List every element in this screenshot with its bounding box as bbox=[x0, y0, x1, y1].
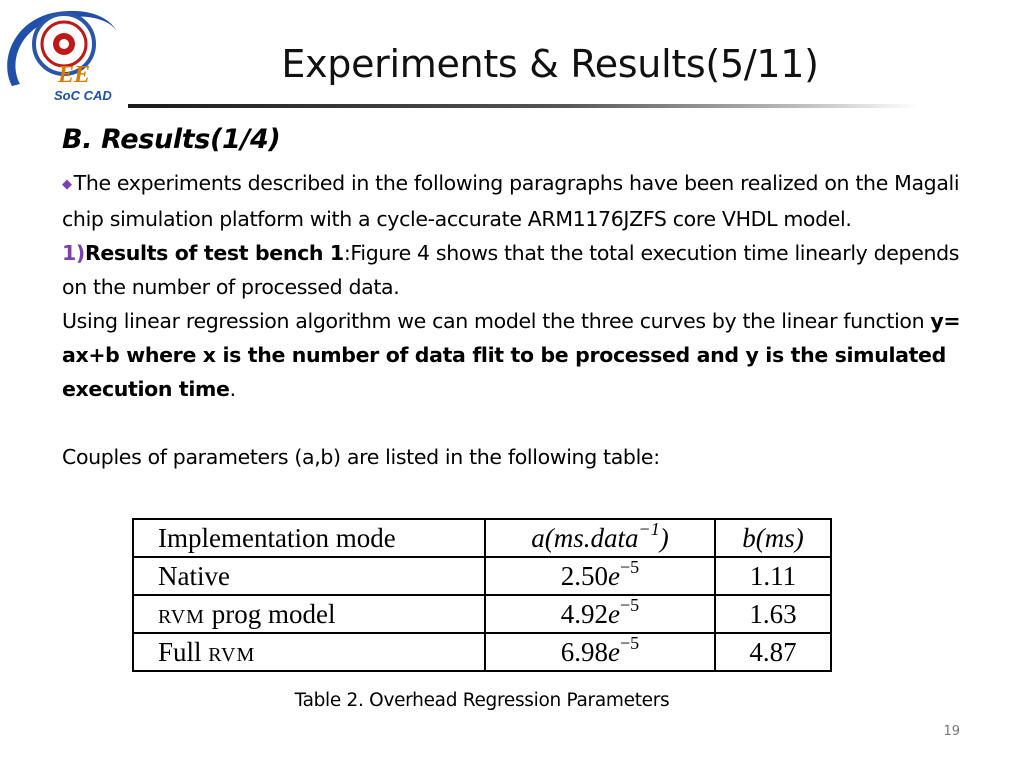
table-caption: Table 2. Overhead Regression Parameters bbox=[294, 690, 670, 711]
table-header-row bbox=[133, 519, 831, 557]
header-a: a(ms.data$^{-1}$) bbox=[485, 519, 715, 557]
cell-b: 1.11 bbox=[715, 557, 831, 595]
cell-mode: RVM prog model bbox=[133, 595, 485, 633]
header-mode: Implementation mode bbox=[133, 519, 485, 557]
item-number: 1) bbox=[62, 241, 85, 265]
regression-parameters-table bbox=[132, 518, 832, 672]
cell-a: $2.50e^{-5}$ bbox=[485, 557, 715, 595]
regression-bold-text: y= ax+b where x is the number of data flit to be processed and y is the simulated execution time bbox=[62, 309, 961, 401]
regression-end: . bbox=[229, 377, 236, 401]
cell-mode: Native bbox=[133, 557, 485, 595]
regression-text: Using linear regression algorithm we can model the three curves by the linear function bbox=[62, 309, 931, 333]
table-row bbox=[133, 595, 831, 633]
page-number: 19 bbox=[943, 724, 960, 739]
section-subtitle: B. Results(1/4) bbox=[62, 124, 281, 155]
paragraph-regression bbox=[62, 304, 962, 406]
cell-mode: Full RVM bbox=[133, 633, 485, 671]
cell-a: $4.92e^{-5}$ bbox=[485, 595, 715, 633]
paragraph-intro-text: The experiments described in the following paragraphs have been realized on the Magali chip simulation platform with a cycle-accurate ARM1176JZFS core VHDL model. bbox=[62, 171, 960, 231]
table-row bbox=[133, 557, 831, 595]
item-text: :Figure 4 shows that the total execution time linearly depends on the number of processed data. bbox=[62, 241, 960, 299]
logo-ee-text: EE bbox=[58, 62, 91, 88]
slide-title: Experiments & Results(5/11) bbox=[281, 42, 819, 86]
cell-b: 4.87 bbox=[715, 633, 831, 671]
table-row bbox=[133, 633, 831, 671]
header-b: b(ms) bbox=[715, 519, 831, 557]
cell-b: 1.63 bbox=[715, 595, 831, 633]
logo-soc-text: SoC CAD bbox=[54, 88, 112, 103]
diamond-bullet-icon: ◆ bbox=[62, 177, 72, 192]
item-heading: Results of test bench 1 bbox=[84, 241, 344, 265]
title-divider bbox=[128, 104, 918, 108]
cell-a: $6.98e^{-5}$ bbox=[485, 633, 715, 671]
paragraph-table-intro: Couples of parameters (a,b) are listed in the following table: bbox=[62, 445, 660, 469]
item-test-bench-1 bbox=[62, 236, 962, 304]
slide-body bbox=[62, 118, 962, 474]
paragraph-intro bbox=[62, 166, 962, 236]
